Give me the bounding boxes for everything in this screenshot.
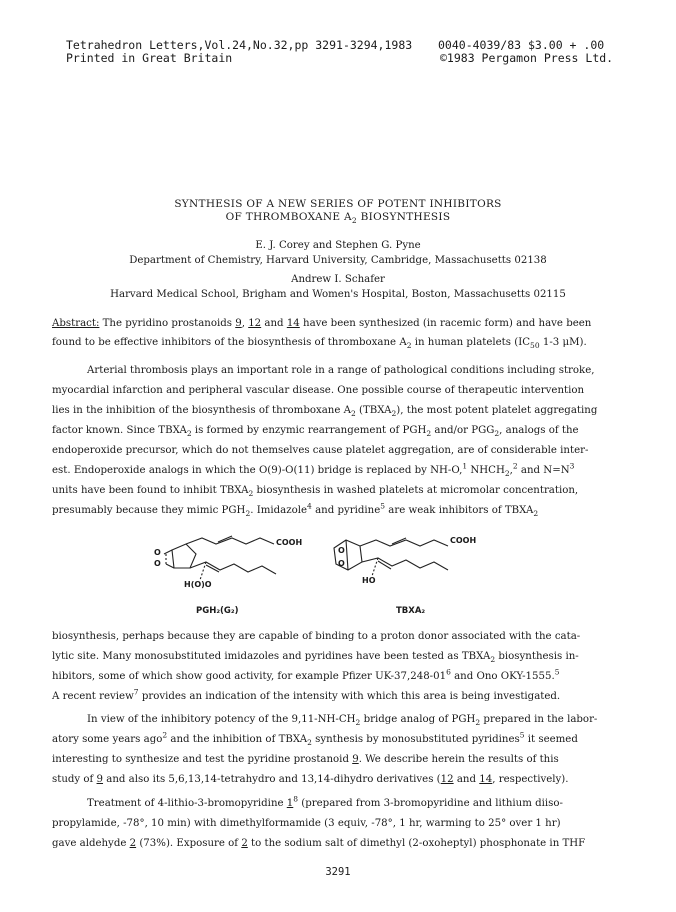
body-line: lies in the inhibition of the biosynthesis of thromboxane $A_2$ $(TBXA_2)$, the most potent platelet aggregating [52,405,598,419]
tbxa2-label: TBXA₂ [396,606,426,616]
body-line: factor known. Since $TBXA_2$ is formed by enzymic rearrangement of $PGH_2$ and/or $PGG_2$, analogs of the [52,425,579,439]
body-line: interesting to synthesize and test the pyridine prostanoid 9. We describe herein the results of this [52,754,559,765]
body-line: units have been found to inhibit $TBXA_2$ biosynthesis in washed platelets at micromolar concentration, [52,485,579,499]
paper-title-line1: SYNTHESIS OF A NEW SERIES OF POTENT INHIBITORS [174,198,502,210]
tbxa2-alpha-chain [360,540,448,546]
body-line: myocardial infarction and peripheral vascular disease. One possible course of therapeutic intervention [52,385,585,396]
pgh2-label: PGH₂(G₂) [196,606,239,616]
author-names-2: Andrew I. Schafer [291,274,385,285]
body-line: Treatment of 4-lithio-3-bromopyridine $1^8$ (prepared from 3-bromopyridine and lithium diiso- [87,794,563,809]
tbxa2-oxygen-1: O [338,546,345,555]
body-line: lytic site. Many monosubstituted imidazoles and pyridines have been tested as $TBXA_2$ biosynthesis in- [52,651,579,665]
affiliation-2: Harvard Medical School, Brigham and Women's Hospital, Boston, Massachusetts 02115 [110,289,566,300]
pgh2-oxygen-1: O [154,548,161,557]
body-line: endoperoxide precursor, which do not themselves cause platelet aggregation, are of considerable inter- [52,445,589,456]
pgh2-omega-chain [190,562,276,574]
pgh2-alpha-chain [186,538,274,544]
pgh2-oxygen-2: O [154,559,161,568]
copyright: ©1983 Pergamon Press Ltd. [440,51,614,65]
tbxa2-oxygen-2: O [338,559,345,568]
body-line: atory some years ago$^2$ and the inhibition of $TBXA_2$ synthesis by monosubstituted pyridines$^5$ it seemed [52,730,578,748]
pgh2-carboxyl: COOH [276,538,303,547]
body-line: A recent review$^7$ provides an indication of the intensity with which this area is being investigated. [52,687,561,702]
author-names-1: E. J. Corey and Stephen G. Pyne [255,240,421,251]
body-line: presumably because they mimic $PGH_2$. Imidazole$^4$ and pyridine$^5$ are weak inhibitors of $TBXA_2$ [52,501,539,519]
abstract-label: Abstract: [52,318,100,329]
pgh2-oh-bond [200,562,206,580]
body-line: study of 9 and also its 5,6,13,14-tetrahydro and 13,14-dihydro derivatives (12 and 14, respectively). [52,774,569,785]
page-number: 3291 [325,866,351,878]
body-line: Arterial thrombosis plays an important role in a range of pathological conditions including stroke, [87,365,595,376]
body-line: hibitors, some of which show good activity, for example Pfizer $UK-37,248-01^6$ and Ono OKY-1555.$^5$ [52,667,560,682]
tbxa2-oh-bond [372,558,378,576]
pgh2-hydroxyl: H(O)O [184,580,212,589]
chemical-structures-figure [150,532,530,624]
tbxa2-hydroxyl: HO [362,576,376,585]
printed-in: Printed in Great Britain [66,51,233,65]
body-line: biosynthesis, perhaps because they are capable of binding to a proton donor associated with the cata- [52,631,581,642]
body-line: propylamide, -78°, 10 min) with dimethylformamide (3 equiv, -78°, 1 hr, warming to 25° over 1 hr) [52,818,561,829]
tbxa2-omega-chain [362,558,448,570]
tbxa2-carboxyl: COOH [450,536,477,545]
abstract-line1: Abstract: The pyridino prostanoids 9, 12 and 14 have been synthesized (in racemic form) and have been [52,318,592,329]
body-line: est. Endoperoxide analogs in which the O(9)-O(11) bridge is replaced by NH-O,$^1$ $NHCH_2,^2$ and $N=N^3$ [52,461,575,479]
body-line: gave aldehyde 2 (73%). Exposure of 2 to the sodium salt of dimethyl (2-oxoheptyl) phosphonate in THF [52,838,586,849]
issn-price: 0040-4039/83 $3.00 + .00 [438,38,605,52]
abstract-line2: found to be effective inhibitors of the biosynthesis of thromboxane $A_2$ in human platelets ($IC_{50}$ 1-3 μM). [52,337,587,351]
body-line: In view of the inhibitory potency of the $9,11-NH-CH_2$ bridge analog of $PGH_2$ prepared in the labor- [87,714,598,728]
journal-citation: Tetrahedron Letters,Vol.24,No.32,pp 3291-3294,1983 [66,38,413,52]
pgh2-ring [172,544,196,568]
affiliation-1: Department of Chemistry, Harvard University, Cambridge, Massachusetts 02138 [129,255,547,266]
paper-title-line2: OF THROMBOXANE $A_2$ BIOSYNTHESIS [225,211,451,226]
tbxa2-bridge [346,540,348,570]
